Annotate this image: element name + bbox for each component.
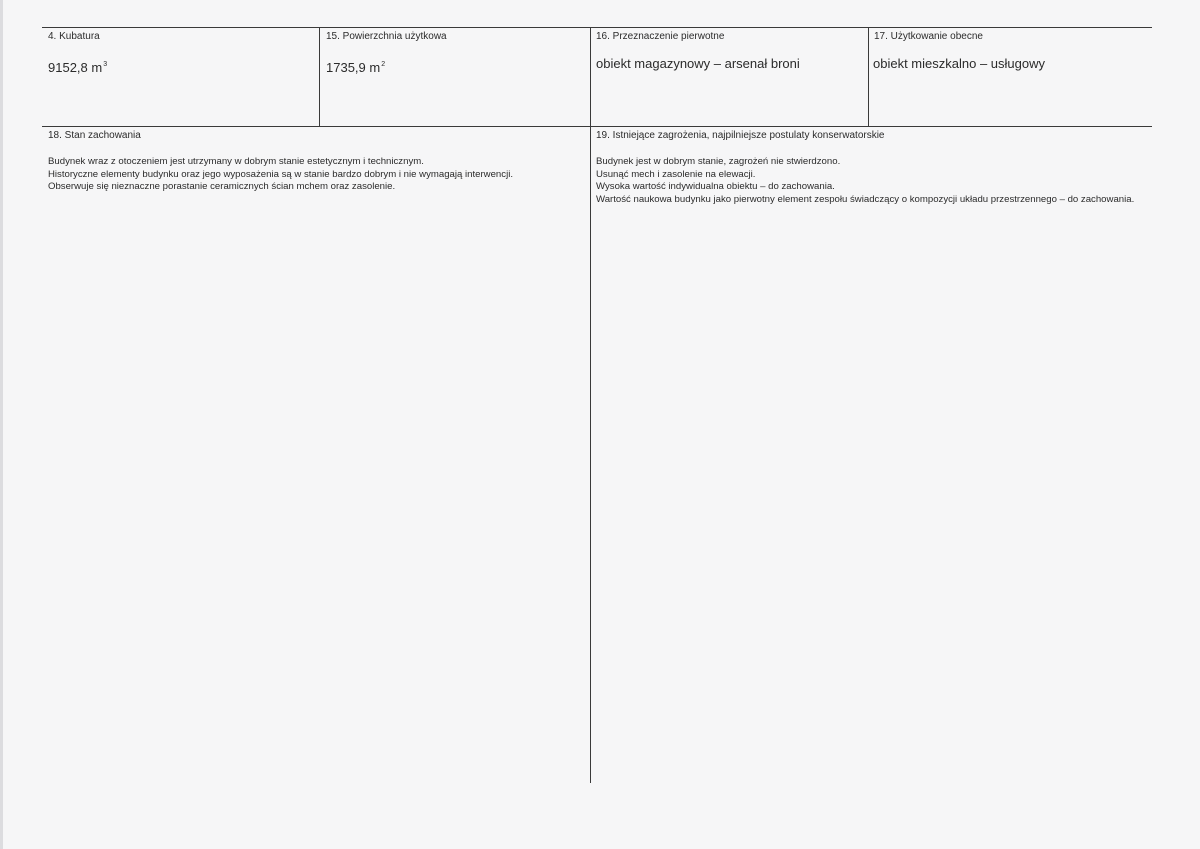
powierzchnia-label: 15. Powierzchnia użytkowa	[326, 31, 447, 42]
sheet-edge	[0, 0, 3, 849]
column-divider-2	[590, 27, 591, 783]
stan-label: 18. Stan zachowania	[48, 130, 141, 141]
kubatura-label: 4. Kubatura	[48, 31, 100, 42]
zagrozenia-line-4: Wartość naukowa budynku jako pierwotny element zespołu świadczący o kompozycji układu przestrzennego – do zachowania.	[596, 193, 1135, 205]
zagrozenia-line-3: Wysoka wartość indywidualna obiektu – do zachowania.	[596, 181, 835, 193]
kubatura-value: 9152,8 $m^3$	[48, 60, 108, 75]
row-divider	[42, 126, 1152, 127]
przeznaczenie-value: obiekt magazynowy – arsenał broni	[596, 56, 800, 71]
zagrozenia-text	[596, 156, 1144, 206]
powierzchnia-value: 1735,9 $m^2$	[326, 60, 386, 75]
column-divider-1	[319, 27, 320, 127]
stan-line-1: Budynek wraz z otoczeniem jest utrzymany w dobrym stanie estetycznym i technicznym.	[48, 156, 424, 167]
kubatura-unit-exponent: 3	[103, 61, 108, 68]
zagrozenia-line-2: Usunąć mech i zasolenie na elewacji.	[596, 168, 756, 180]
powierzchnia-unit-exponent: 2	[381, 61, 386, 68]
stan-text	[48, 156, 584, 194]
zagrozenia-line-1: Budynek jest w dobrym stanie, zagrożeń nie stwierdzono.	[596, 156, 841, 167]
uzytkowanie-value: obiekt mieszkalno – usługowy	[873, 56, 1045, 71]
stan-line-2: Historyczne elementy budynku oraz jego wyposażenia są w stanie bardzo dobrym i nie wymagają interwencji.	[48, 168, 513, 180]
top-border	[42, 27, 1152, 28]
uzytkowanie-label: 17. Użytkowanie obecne	[874, 31, 983, 42]
column-divider-3	[868, 27, 869, 127]
przeznaczenie-label: 16. Przeznaczenie pierwotne	[596, 31, 725, 42]
stan-line-3: Obserwuje się nieznaczne porastanie ceramicznych ścian mchem oraz zasolenie.	[48, 181, 396, 193]
zagrozenia-label: 19. Istniejące zagrożenia, najpilniejsze postulaty konserwatorskie	[596, 130, 885, 141]
